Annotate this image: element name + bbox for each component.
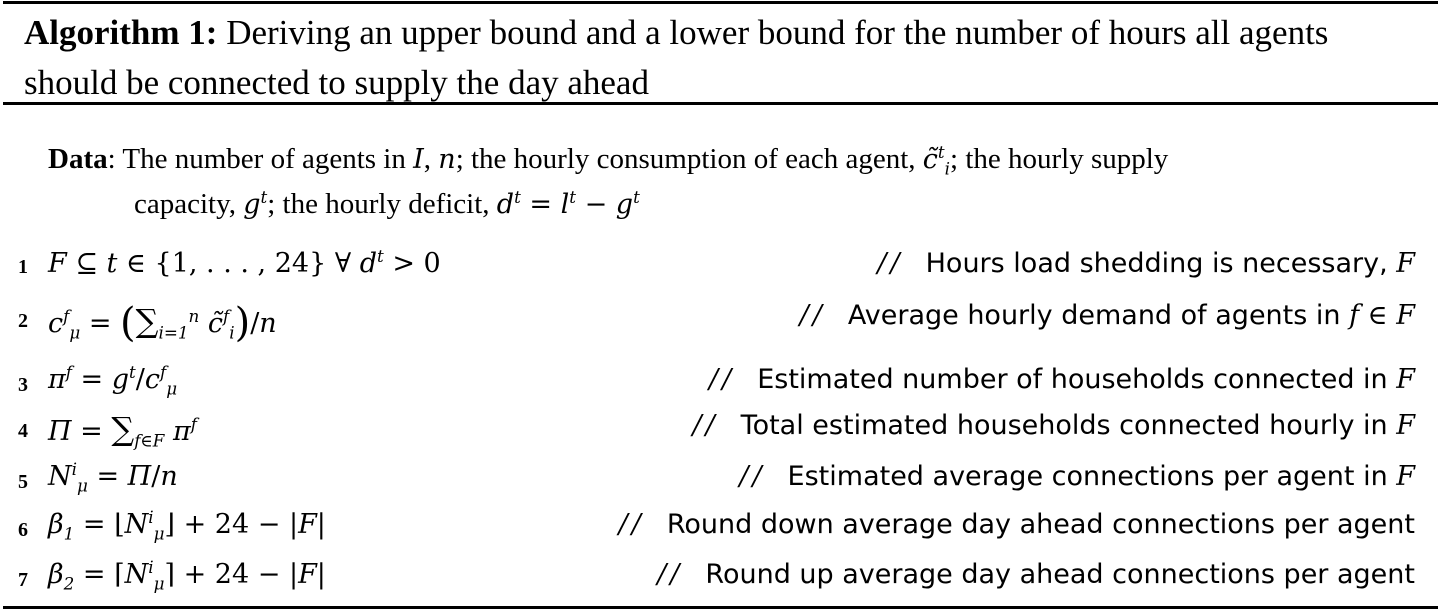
line-number: 4 — [18, 420, 28, 442]
line-comment — [709, 364, 1415, 395]
line-comment — [800, 300, 1415, 331]
comment-math: F — [1396, 364, 1415, 395]
comment-marker: // — [709, 364, 736, 395]
data-math-deficit: $d^t = l^t - g^t$ — [496, 187, 640, 220]
comment-marker: // — [657, 559, 684, 590]
comment-marker: // — [692, 410, 719, 441]
line-number: 7 — [18, 569, 28, 591]
algorithm-line-7 — [0, 555, 1441, 605]
algorithm-line-4 — [0, 406, 1441, 456]
line-expression: $N^i_\mu = \Pi/n$ — [48, 459, 178, 496]
algorithm-caption — [24, 8, 1424, 108]
algorithm-line-2 — [0, 292, 1441, 346]
algorithm-title: Deriving an upper bound and a lower bound for the number of hours all agents should be connected to supply the day ahead — [24, 13, 1329, 102]
comment-text: Estimated number of households connected in — [757, 364, 1397, 395]
comment-text: Estimated average connections per agent in — [787, 461, 1397, 492]
line-expression: F ⊆ t ∈ {1, . . . , 24} ∀ $d^t > 0$ — [48, 246, 441, 279]
line-comment — [619, 509, 1415, 540]
comment-math: F — [1396, 410, 1415, 441]
caption-rule — [3, 102, 1438, 105]
line-comment — [739, 461, 1415, 492]
data-text-4: capacity, — [134, 188, 244, 220]
comment-math: F — [1396, 248, 1415, 279]
line-expression: $\pi^f = g^t/c^f_\mu$ — [48, 362, 178, 399]
data-label: Data — [48, 143, 108, 175]
line-expression: $\beta_1$ = $⌊N^i_\mu⌋ + 24 - |F|$ — [48, 507, 326, 544]
line-number: 3 — [18, 374, 28, 396]
comment-text: Total estimated households connected hourly in — [740, 410, 1397, 441]
comment-marker: // — [799, 300, 826, 331]
algorithm-label: Algorithm 1: — [24, 13, 218, 52]
algorithm-line-1 — [0, 242, 1441, 292]
data-text-2: ; the hourly consumption of each agent, — [455, 143, 923, 175]
top-rule — [3, 1, 1438, 4]
line-expression: $\Pi = \sum_{f\in F}$ $\pi^f$ — [48, 410, 197, 451]
data-math-n: n — [438, 144, 456, 175]
line-expression: $\beta_2$ = $⌈N^i_\mu⌉ + 24 - |F|$ — [48, 557, 326, 594]
data-math-c: c̃$^t_i$ — [922, 142, 951, 179]
data-text-1: : The number of agents in — [107, 143, 414, 175]
line-comment — [877, 248, 1415, 279]
line-expression: $c^f_\mu = (\sum_{i=1}^n$ c̃$^f_i$)/n — [48, 300, 277, 346]
bottom-rule — [3, 606, 1438, 609]
comment-marker: // — [618, 509, 645, 540]
line-number: 2 — [18, 310, 28, 332]
line-number: 1 — [18, 256, 28, 278]
line-comment — [692, 410, 1415, 441]
comment-math: f ∈ F — [1349, 300, 1415, 331]
algorithm-data: Data: The number of agents in I, n; the hourly consumption of each agent, c̃$^t_i$; the hourly supply capacity, $g^t$; the hourly deficit, $d^t = l^t - g^t$ — [48, 142, 1169, 220]
algorithm-line-3 — [0, 360, 1441, 410]
comment-text: Round up average day ahead connections per agent — [705, 559, 1415, 590]
algorithm-line-6 — [0, 505, 1441, 555]
comment-marker: // — [739, 461, 766, 492]
comment-marker: // — [877, 248, 904, 279]
line-comment — [657, 559, 1415, 590]
data-text-3: ; the hourly supply — [950, 143, 1169, 175]
line-number: 6 — [18, 519, 28, 541]
comment-text: Hours load shedding is necessary, — [925, 248, 1397, 279]
data-math-g: $g^t$ — [243, 187, 268, 220]
data-text-5: ; the hourly deficit, — [267, 188, 497, 220]
line-number: 5 — [18, 471, 28, 493]
comment-text: Average hourly demand of agents in — [847, 300, 1350, 331]
data-math-i: I — [413, 144, 424, 175]
algorithm-line-5 — [0, 457, 1441, 507]
comment-text: Round down average day ahead connections per agent — [666, 509, 1415, 540]
comment-math: F — [1396, 461, 1415, 492]
